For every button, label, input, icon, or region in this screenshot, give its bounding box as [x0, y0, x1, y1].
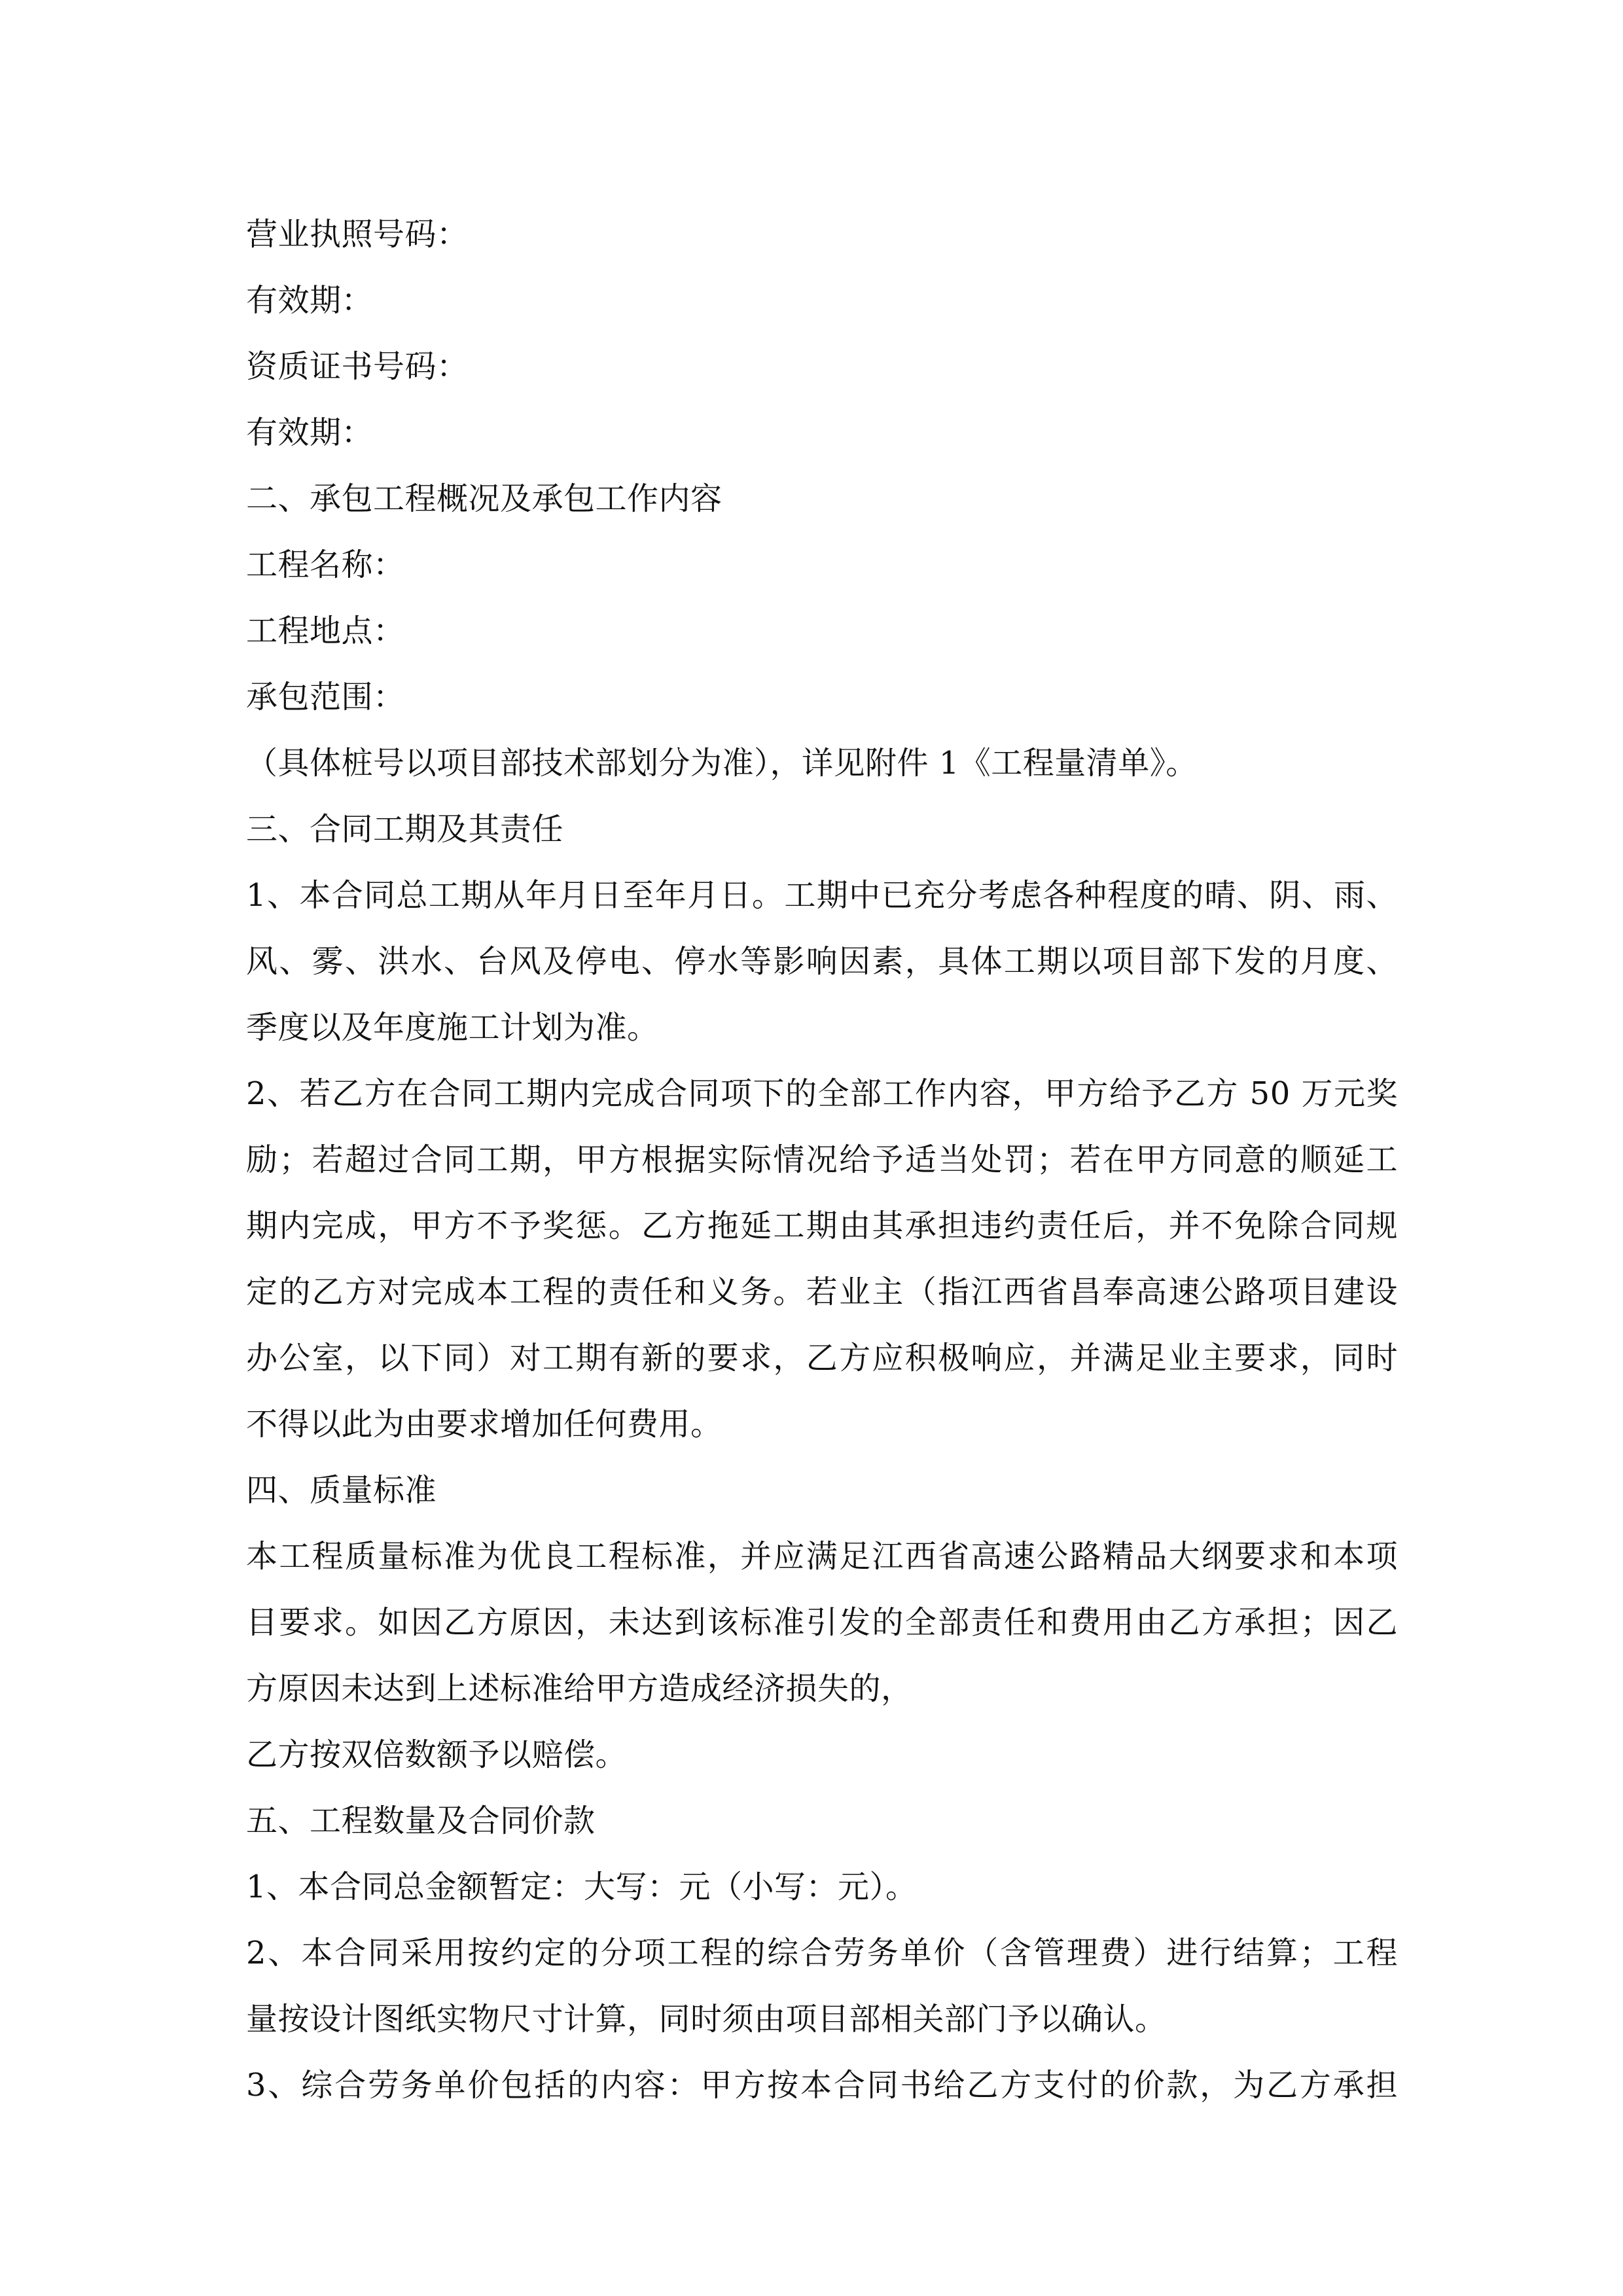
text-line: 工程名称：: [246, 547, 405, 583]
section-heading: 三、合同工期及其责任: [246, 811, 564, 848]
paragraph-line: 不得以此为由要求增加任何费用。: [246, 1406, 722, 1443]
paragraph-line: 1、本合同总工期从年月日至年月日。工期中已充分考虑各种程度的晴、阴、雨、: [246, 877, 1398, 914]
paragraph-line: 办公室，以下同）对工期有新的要求，乙方应积极响应，并满足业主要求，同时: [246, 1340, 1398, 1376]
paragraph-line: 定的乙方对完成本工程的责任和义务。若业主（指江西省昌奉高速公路项目建设: [246, 1274, 1398, 1310]
text-line: 有效期：: [246, 414, 374, 451]
paragraph-line: 风、雾、洪水、台风及停电、停水等影响因素，具体工期以项目部下发的月度、: [246, 943, 1398, 980]
paragraph-line: 2、若乙方在合同工期内完成合同项下的全部工作内容，甲方给予乙方 50 万元奖: [246, 1075, 1398, 1112]
paragraph-line: 季度以及年度施工计划为准。: [246, 1009, 659, 1046]
paragraph-line: 目要求。如因乙方原因，未达到该标准引发的全部责任和费用由乙方承担；因乙: [246, 1604, 1398, 1641]
text-line: 有效期：: [246, 282, 374, 319]
section-heading: 五、工程数量及合同价款: [246, 1803, 596, 1839]
paragraph-line: 2、本合同采用按约定的分项工程的综合劳务单价（含管理费）进行结算；工程: [246, 1935, 1398, 1971]
text-line: 工程地点：: [246, 613, 405, 649]
paragraph-line: 方原因未达到上述标准给甲方造成经济损失的，: [246, 1670, 913, 1707]
text-line: 营业执照号码：: [246, 216, 469, 253]
text-line: 承包范围：: [246, 679, 405, 715]
text-line: （具体桩号以项目部技术部划分为准），详见附件 1《工程量清单》。: [246, 745, 1198, 781]
paragraph-line: 本工程质量标准为优良工程标准，并应满足江西省高速公路精品大纲要求和本项: [246, 1538, 1398, 1575]
document-page: [246, 202, 1398, 2119]
paragraph-line: 乙方按双倍数额予以赔偿。: [246, 1736, 628, 1773]
paragraph-line: 3、综合劳务单价包括的内容：甲方按本合同书给乙方支付的价款，为乙方承担: [246, 2067, 1398, 2104]
paragraph-line: 1、本合同总金额暂定：大写：元（小写：元）。: [246, 1869, 918, 1905]
text-line: 资质证书号码：: [246, 348, 469, 385]
paragraph-line: 期内完成，甲方不予奖惩。乙方拖延工期由其承担违约责任后，并不免除合同规: [246, 1208, 1398, 1244]
section-heading: 二、承包工程概况及承包工作内容: [246, 480, 722, 517]
section-heading: 四、质量标准: [246, 1472, 437, 1509]
paragraph-line: 量按设计图纸实物尺寸计算，同时须由项目部相关部门予以确认。: [246, 2001, 1167, 2037]
paragraph-line: 励；若超过合同工期，甲方根据实际情况给予适当处罚；若在甲方同意的顺延工: [246, 1141, 1398, 1178]
